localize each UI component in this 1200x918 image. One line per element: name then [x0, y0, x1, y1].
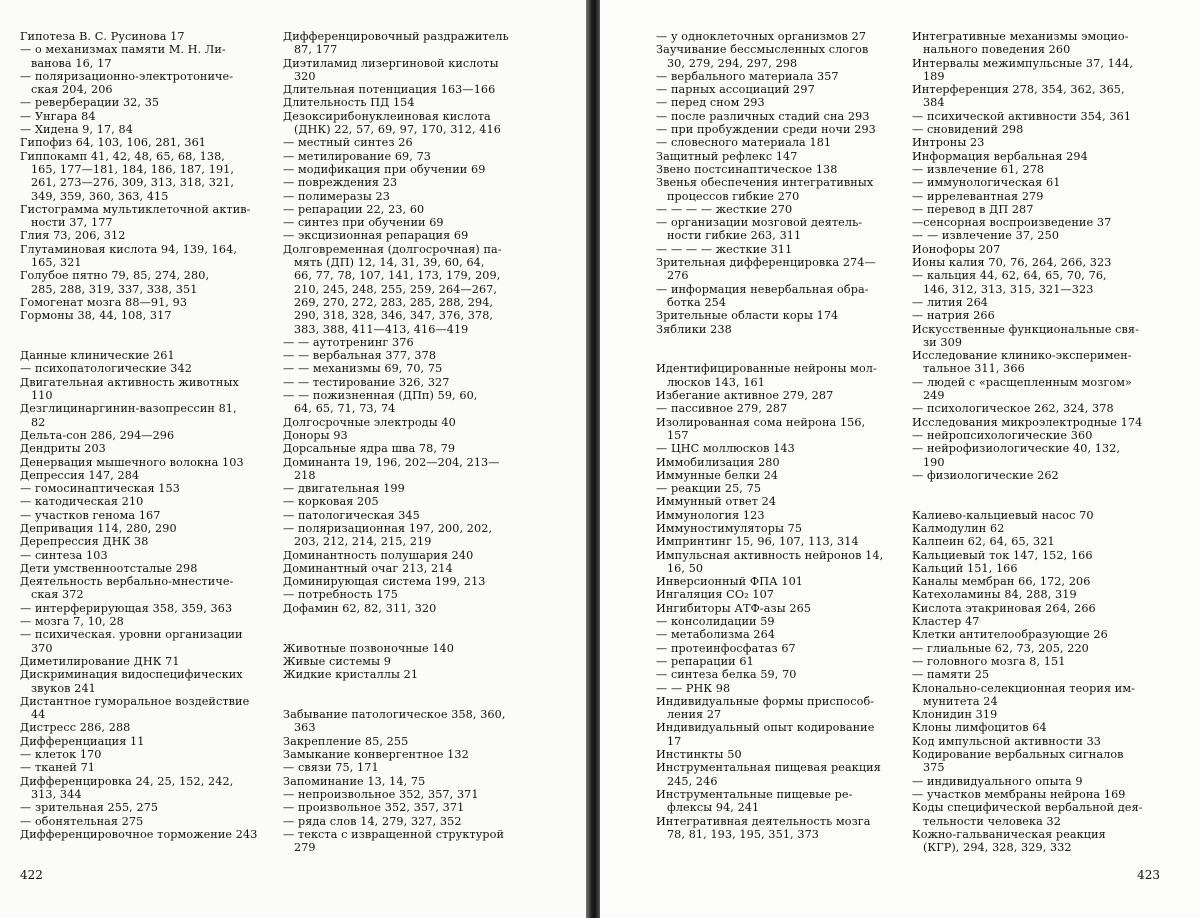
index-entry: Инструментальные пищевые ре-	[656, 787, 853, 801]
index-entry: Ионы калия 70, 76, 264, 266, 323	[912, 256, 1112, 270]
index-entry: Дезглицинаргинин-вазопрессин 81,	[20, 402, 237, 416]
index-entry: Ингибиторы АТФ-азы 265	[656, 601, 812, 615]
index-entry: — тканей 71	[20, 761, 96, 775]
index-entry: Денервация мышечного волокна 103	[20, 455, 244, 469]
index-column-right-2	[912, 30, 1192, 854]
index-entry: Дерепрессия ДНК 38	[20, 535, 149, 549]
index-entry: Дифференцировка 24, 25, 152, 242,	[20, 774, 234, 788]
index-entry: Исследования микроэлектродные 174	[912, 415, 1143, 429]
index-entry: — реакции 25, 75	[656, 482, 762, 496]
index-entry: Интервалы межимпульсные 37, 144,	[912, 56, 1133, 70]
section-gap	[20, 336, 275, 349]
index-entry: — полимеразы 23	[283, 189, 390, 203]
index-entry: — произвольное 352, 357, 371	[283, 801, 465, 815]
index-entry: — клеток 170	[20, 748, 102, 762]
index-entry: — сновидений 298	[912, 123, 1024, 137]
index-entry: — поляризационно-электротониче-	[20, 69, 234, 83]
index-entry: 165, 321	[20, 256, 82, 270]
index-entry: — при пробуждении среди ночи 293	[656, 123, 876, 137]
index-entry: 66, 77, 78, 107, 141, 173, 179, 209,	[283, 269, 501, 283]
index-entry: Ингаляция CO₂ 107	[656, 588, 774, 602]
index-entry: Инструментальная пищевая реакция	[656, 761, 881, 775]
index-entry: — — — — жесткие 270	[656, 202, 793, 216]
index-entry: Инстинкты 50	[656, 748, 742, 762]
index-entry: Долговременная (долгосрочная) па-	[283, 242, 502, 256]
section-gap	[656, 336, 911, 349]
index-entry: — корковая 205	[283, 495, 379, 509]
index-entry: — ЦНС моллюсков 143	[656, 442, 795, 456]
index-entry: — памяти 25	[912, 668, 990, 682]
index-entry: Интерференция 278, 354, 362, 365,	[912, 83, 1125, 97]
index-entry: Гомогенат мозга 88—91, 93	[20, 295, 188, 309]
index-entry: — реверберации 32, 35	[20, 96, 160, 110]
index-entry: — катодическая 210	[20, 495, 144, 509]
index-entry: 261, 273—276, 309, 313, 318, 321,	[20, 176, 235, 190]
index-entry: Идентифицированные нейроны мол-	[656, 362, 877, 376]
index-entry: Кожно-гальваническая реакция	[912, 827, 1106, 841]
index-entry: Заучивание бессмысленных слогов	[656, 43, 869, 57]
index-entry: 157	[656, 428, 689, 442]
index-entry: — — вербальная 377, 378	[283, 349, 437, 363]
index-entry: Интегративная деятельность мозга	[656, 814, 871, 828]
index-entry: Гиппокамп 41, 42, 48, 65, 68, 138,	[20, 149, 225, 163]
index-entry: — текста с извращенной структурой	[283, 827, 505, 841]
index-entry: 189	[912, 69, 945, 83]
index-entry: Защитный рефлекс 147	[656, 149, 798, 163]
index-entry: 349, 359, 360, 363, 415	[20, 189, 169, 203]
index-entry: — синтез при обучении 69	[283, 216, 444, 230]
index-entry: — физиологические 262	[912, 468, 1059, 482]
index-entry: мунитета 24	[912, 694, 998, 708]
index-entry: Жидкие кристаллы 21	[283, 668, 419, 682]
index-entry: мять (ДП) 12, 14, 31, 39, 60, 64,	[283, 256, 485, 270]
index-entry: — — РНК 98	[656, 681, 731, 695]
index-entry: — — — — жесткие 311	[656, 242, 793, 256]
index-entry: Дистресс 286, 288	[20, 721, 131, 735]
index-entry: Кальциевый ток 147, 152, 166	[912, 548, 1093, 562]
index-entry: — — тестирование 326, 327	[283, 375, 450, 389]
index-entry: Иммунология 123	[656, 508, 765, 522]
index-entry: — вербального материала 357	[656, 69, 839, 83]
index-entry: ботка 254	[656, 295, 727, 309]
index-entry: Забывание патологическое 358, 360,	[283, 708, 506, 722]
index-entry: 210, 245, 248, 255, 259, 264—267,	[283, 282, 498, 296]
index-entry: — консолидации 59	[656, 615, 775, 629]
index-entry: Иммобилизация 280	[656, 455, 780, 469]
index-entry: Импульсная активность нейронов 14,	[656, 548, 884, 562]
index-entry: Кальций 151, 166	[912, 561, 1018, 575]
index-entry: — Хидена 9, 17, 84	[20, 123, 133, 137]
index-entry: — метилирование 69, 73	[283, 149, 432, 163]
index-entry: Импринтинг 15, 96, 107, 113, 314	[656, 535, 859, 549]
index-entry: Депривация 114, 280, 290	[20, 521, 177, 535]
index-entry: — после различных стадий сна 293	[656, 109, 870, 123]
index-entry: 279	[283, 841, 316, 855]
index-entry: Гистограмма мультиклеточной актив-	[20, 202, 251, 216]
index-entry: 17	[656, 734, 682, 748]
index-entry: — местный синтез 26	[283, 136, 413, 150]
index-entry: 375	[912, 761, 945, 775]
index-entry: — патологическая 345	[283, 508, 420, 522]
index-entry: Клоны лимфоцитов 64	[912, 721, 1047, 735]
index-entry: тельности человека 32	[912, 814, 1061, 828]
index-entry: 290, 318, 328, 346, 347, 376, 378,	[283, 309, 494, 323]
index-entry: Дифференциация 11	[20, 734, 145, 748]
index-entry: — повреждения 23	[283, 176, 398, 190]
index-entry: — психологическое 262, 324, 378	[912, 402, 1114, 416]
index-entry: — нейропсихологические 360	[912, 428, 1093, 442]
index-entry: Гипофиз 64, 103, 106, 281, 361	[20, 136, 207, 150]
index-entry: — пассивное 279, 287	[656, 402, 788, 416]
section-gap	[283, 682, 573, 695]
index-entry: ванова 16, 17	[20, 56, 112, 70]
index-entry: Данные клинические 261	[20, 349, 175, 363]
index-entry: — психопатологические 342	[20, 362, 192, 376]
index-entry: Зяблики 238	[656, 322, 732, 336]
index-entry: флексы 94, 241	[656, 801, 760, 815]
index-entry: — интерферирующая 358, 359, 363	[20, 601, 233, 615]
index-entry: 30, 279, 294, 297, 298	[656, 56, 798, 70]
index-entry: Дезоксирибонуклеиновая кислота	[283, 109, 491, 123]
index-entry: Доминанта 19, 196, 202—204, 213—	[283, 455, 500, 469]
index-entry: 245, 246	[656, 774, 718, 788]
index-entry: — эксцизионная репарация 69	[283, 229, 469, 243]
index-entry: Длительная потенциация 163—166	[283, 83, 496, 97]
index-entry: 218	[283, 468, 316, 482]
index-entry: Глия 73, 206, 312	[20, 229, 126, 243]
index-entry: Доминантность полушария 240	[283, 548, 474, 562]
index-entry: 87, 177	[283, 43, 338, 57]
index-entry: Зрительная дифференцировка 274—	[656, 256, 876, 270]
index-entry: — синтеза 103	[20, 548, 108, 562]
index-entry: 363	[283, 721, 316, 735]
index-entry: — участков мембраны нейрона 169	[912, 787, 1126, 801]
index-entry: Исследование клинико-эксперимен-	[912, 349, 1132, 363]
index-entry: — организации мозговой деятель-	[656, 216, 863, 230]
index-entry: — перед сном 293	[656, 96, 765, 110]
index-entry: 384	[912, 96, 945, 110]
index-entry: — парных ассоциаций 297	[656, 83, 815, 97]
index-entry: — — извлечение 37, 250	[912, 229, 1060, 243]
index-entry: — людей с «расщепленным мозгом»	[912, 375, 1132, 389]
index-entry: ности 37, 177	[20, 216, 113, 230]
index-entry: — гомосинаптическая 153	[20, 482, 180, 496]
index-entry: — модификация при обучении 69	[283, 162, 486, 176]
index-entry: — поляризационная 197, 200, 202,	[283, 521, 493, 535]
index-entry: — репарации 61	[656, 654, 754, 668]
index-entry: Иммуностимуляторы 75	[656, 521, 803, 535]
index-entry: Ионофоры 207	[912, 242, 1001, 256]
index-entry: — связи 75, 171	[283, 761, 379, 775]
index-entry: 110	[20, 389, 53, 403]
index-entry: 203, 212, 214, 215, 219	[283, 535, 432, 549]
index-entry: Инверсионный ФПА 101	[656, 575, 804, 589]
index-entry: Депрессия 147, 284	[20, 468, 140, 482]
index-entry: — — механизмы 69, 70, 75	[283, 362, 443, 376]
index-entry: Закрепление 85, 255	[283, 734, 409, 748]
index-entry: Изолированная сома нейрона 156,	[656, 415, 866, 429]
index-entry: Иммунные белки 24	[656, 468, 779, 482]
index-entry: — обонятельная 275	[20, 814, 144, 828]
index-entry: Глутаминовая кислота 94, 139, 164,	[20, 242, 237, 256]
index-entry: Животные позвоночные 140	[283, 641, 454, 655]
index-entry: ления 27	[656, 708, 722, 722]
index-entry: — ряда слов 14, 279, 327, 352	[283, 814, 462, 828]
index-entry: Индивидуальный опыт кодирование	[656, 721, 875, 735]
index-entry: ская 204, 206	[20, 83, 113, 97]
index-entry: — психической активности 354, 361	[912, 109, 1132, 123]
index-entry: — иррелевантная 279	[912, 189, 1044, 203]
index-entry: — у одноклеточных организмов 27	[656, 30, 867, 43]
index-entry: 320	[283, 69, 316, 83]
index-entry: Информация вербальная 294	[912, 149, 1088, 163]
index-entry: — синтеза белка 59, 70	[656, 668, 797, 682]
index-entry: — Унгара 84	[20, 109, 96, 123]
index-entry: ская 372	[20, 588, 84, 602]
index-entry: Запоминание 13, 14, 75	[283, 774, 426, 788]
index-entry: ности гибкие 263, 311	[656, 229, 802, 243]
index-entry: Живые системы 9	[283, 654, 391, 668]
index-entry: 285, 288, 319, 337, 338, 351	[20, 282, 198, 296]
right-page	[600, 0, 1200, 918]
index-entry: — извлечение 61, 278	[912, 162, 1045, 176]
index-entry: Искусственные функциональные свя-	[912, 322, 1139, 336]
index-entry: 78, 81, 193, 195, 351, 373	[656, 827, 820, 841]
index-entry: звуков 241	[20, 681, 96, 695]
index-entry: (КГР), 294, 328, 329, 332	[912, 841, 1072, 855]
index-entry: 44	[20, 708, 46, 722]
index-entry: 383, 388, 411—413, 416—419	[283, 322, 469, 336]
index-entry: — натрия 266	[912, 309, 995, 323]
index-entry: Голубое пятно 79, 85, 274, 280,	[20, 269, 210, 283]
index-entry: Звено постсинаптическое 138	[656, 162, 838, 176]
index-entry: 64, 65, 71, 73, 74	[283, 402, 396, 416]
section-gap	[283, 695, 573, 708]
index-entry: — словесного материала 181	[656, 136, 832, 150]
index-entry: тальное 311, 366	[912, 362, 1025, 376]
index-entry: 313, 344	[20, 787, 82, 801]
index-entry: Калпеин 62, 64, 65, 321	[912, 535, 1055, 549]
index-entry: Дискриминация видоспецифических	[20, 668, 243, 682]
page-number-right: 423	[1137, 868, 1160, 882]
index-entry: — нейрофизиологические 40, 132,	[912, 442, 1121, 456]
index-entry: Калмодулин 62	[912, 521, 1005, 535]
index-entry: Дофамин 62, 82, 311, 320	[283, 601, 437, 615]
index-entry: Деятельность вербально-мнестиче-	[20, 575, 234, 589]
index-entry: зи 309	[912, 335, 963, 349]
index-entry: Гипотеза В. С. Русинова 17	[20, 30, 185, 43]
index-entry: Длительность ПД 154	[283, 96, 415, 110]
index-entry: Замыкание конвергентное 132	[283, 748, 469, 762]
index-entry: — метаболизма 264	[656, 628, 776, 642]
index-entry: Дорсальные ядра шва 78, 79	[283, 442, 456, 456]
index-column-left-2	[283, 30, 573, 854]
index-entry: Кодирование вербальных сигналов	[912, 748, 1124, 762]
index-entry: Доминантный очаг 213, 214	[283, 561, 453, 575]
index-entry: Интегративные механизмы эмоцио-	[912, 30, 1129, 43]
index-entry: Зрительные области коры 174	[656, 309, 839, 323]
section-gap	[20, 323, 275, 336]
index-entry: Калиево-кальциевый насос 70	[912, 508, 1094, 522]
index-entry: — двигательная 199	[283, 482, 405, 496]
index-entry: Дельта-сон 286, 294—296	[20, 428, 175, 442]
index-entry: Каналы мембран 66, 172, 206	[912, 575, 1091, 589]
index-entry: —сенсорная воспроизведение 37	[912, 216, 1112, 230]
index-entry: — репарации 22, 23, 60	[283, 202, 425, 216]
index-entry: 190	[912, 455, 945, 469]
index-entry: — информация невербальная обра-	[656, 282, 869, 296]
index-entry: Индивидуальные формы приспособ-	[656, 694, 875, 708]
index-entry: Дети умственноотсталые 298	[20, 561, 198, 575]
section-gap	[283, 628, 573, 641]
index-entry: Дифференцировочный раздражитель	[283, 30, 509, 43]
left-page	[0, 0, 588, 918]
index-entry: люсков 143, 161	[656, 375, 765, 389]
index-entry: Клетки антителообразующие 26	[912, 628, 1108, 642]
index-entry: 82	[20, 415, 46, 429]
index-entry: Доноры 93	[283, 428, 348, 442]
index-entry: Кислота этакриновая 264, 266	[912, 601, 1096, 615]
index-entry: нального поведения 260	[912, 43, 1071, 57]
section-gap	[283, 615, 573, 628]
index-entry: Избегание активное 279, 287	[656, 389, 834, 403]
index-entry: 249	[912, 389, 945, 403]
index-entry: 16, 50	[656, 561, 704, 575]
index-entry: Гормоны 38, 44, 108, 317	[20, 309, 172, 323]
index-entry: Диэтиламид лизергиновой кислоты	[283, 56, 499, 70]
section-gap	[656, 349, 911, 362]
index-entry: Долгосрочные электроды 40	[283, 415, 456, 429]
index-entry: — зрительная 255, 275	[20, 801, 159, 815]
index-entry: — психическая. уровни организации	[20, 628, 243, 642]
index-entry: — непроизвольное 352, 357, 371	[283, 787, 479, 801]
index-entry: процессов гибкие 270	[656, 189, 800, 203]
section-gap	[912, 482, 1192, 495]
index-entry: 276	[656, 269, 689, 283]
index-entry: Код импульсной активности 33	[912, 734, 1102, 748]
index-entry: Кластер 47	[912, 615, 980, 629]
index-column-right-1	[656, 30, 911, 841]
index-column-left-1	[20, 30, 275, 841]
index-entry: — мозга 7, 10, 28	[20, 615, 124, 629]
index-entry: Клонидин 319	[912, 708, 998, 722]
index-entry: — иммунологическая 61	[912, 176, 1061, 190]
page-number-left: 422	[20, 868, 43, 882]
index-entry: Дистантное гуморальное воздействие	[20, 694, 250, 708]
index-entry: Дендриты 203	[20, 442, 106, 456]
index-entry: Двигательная активность животных	[20, 375, 239, 389]
index-entry: 370	[20, 641, 53, 655]
index-entry: — — аутотренинг 376	[283, 335, 414, 349]
index-entry: — протеинфосфатаз 67	[656, 641, 796, 655]
index-entry: Диметилирование ДНК 71	[20, 654, 180, 668]
index-entry: 165, 177—181, 184, 186, 187, 191,	[20, 162, 235, 176]
index-entry: — перевод в ДП 287	[912, 202, 1034, 216]
index-entry: — кальция 44, 62, 64, 65, 70, 76,	[912, 269, 1107, 283]
index-entry: Интроны 23	[912, 136, 985, 150]
index-entry: Доминирующая система 199, 213	[283, 575, 486, 589]
index-entry: 269, 270, 272, 283, 285, 288, 294,	[283, 295, 494, 309]
index-entry: — потребность 175	[283, 588, 398, 602]
index-entry: Иммунный ответ 24	[656, 495, 777, 509]
index-entry: — участков генома 167	[20, 508, 161, 522]
index-entry: — глиальные 62, 73, 205, 220	[912, 641, 1089, 655]
index-entry: Клонально-селекционная теория им-	[912, 681, 1136, 695]
index-entry: — о механизмах памяти М. Н. Ли-	[20, 43, 226, 57]
index-entry: Дифференцировочное торможение 243	[20, 827, 258, 841]
index-entry: Катехоламины 84, 288, 319	[912, 588, 1077, 602]
index-entry: Звенья обеспечения интегративных	[656, 176, 874, 190]
index-entry: — индивидуального опыта 9	[912, 774, 1083, 788]
section-gap	[912, 495, 1192, 508]
index-entry: (ДНК) 22, 57, 69, 97, 170, 312, 416	[283, 123, 501, 137]
index-entry: — головного мозга 8, 151	[912, 654, 1066, 668]
index-entry: — — пожизненная (ДПп) 59, 60,	[283, 389, 478, 403]
index-entry: Коды специфической вербальной дея-	[912, 801, 1143, 815]
index-entry: 146, 312, 313, 315, 321—323	[912, 282, 1094, 296]
index-entry: — лития 264	[912, 295, 989, 309]
